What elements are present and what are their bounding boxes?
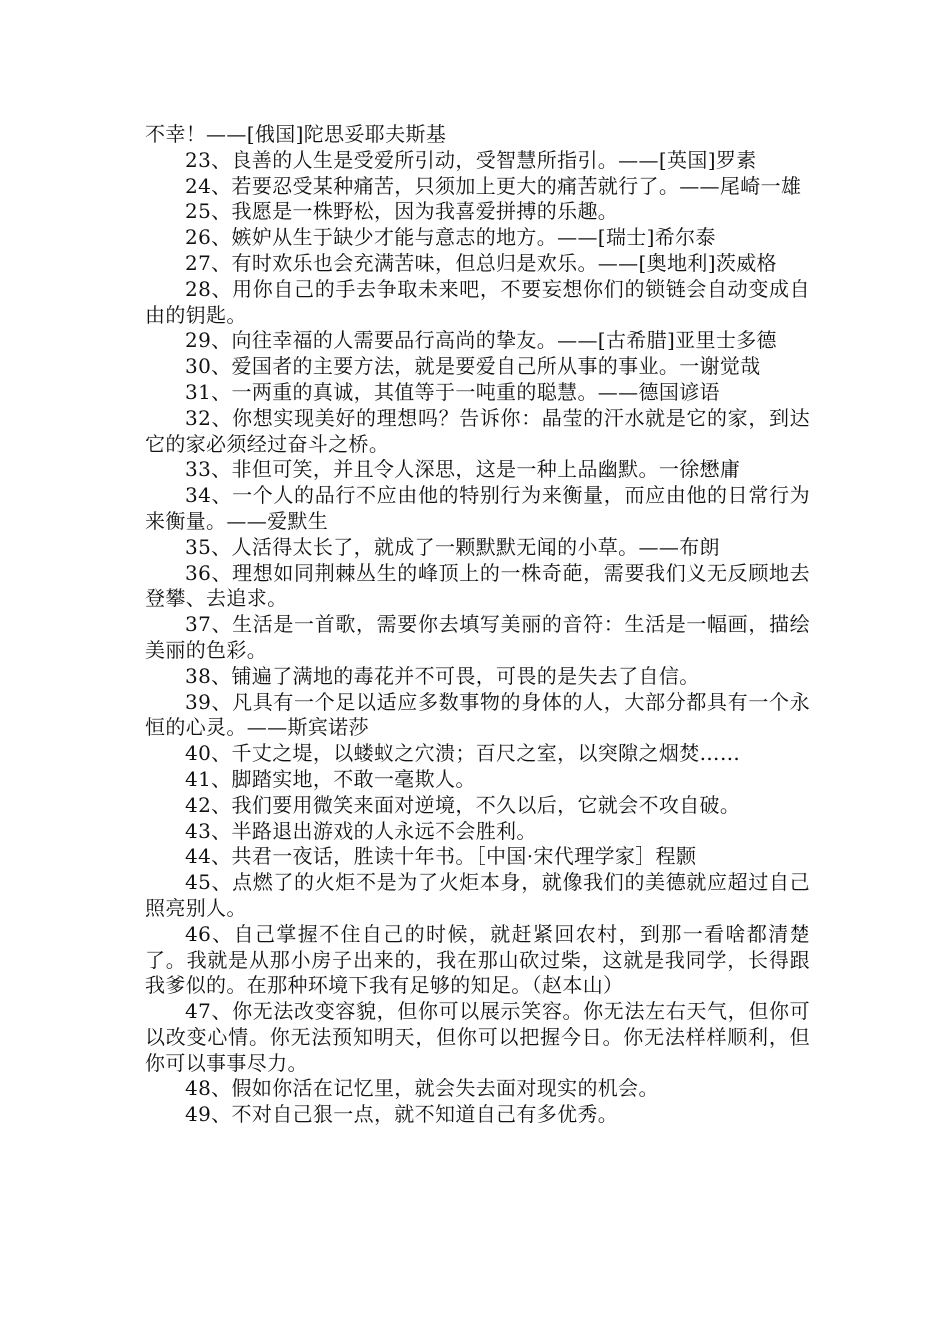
- quote-paragraph: 43、半路退出游戏的人永远不会胜利。: [185, 818, 537, 843]
- quote-paragraph: 34、一个人的品行不应由他的特别行为来衡量，而应由他的日常行为来衡量。——爱默生: [145, 483, 810, 533]
- quote-paragraph: 44、共君一夜话，胜读十年书。［中国·宋代理学家］程颢: [185, 844, 697, 869]
- quote-paragraph: 29、向往幸福的人需要品行高尚的挚友。——[古希腊]亚里士多德: [185, 328, 777, 353]
- quote-paragraph: 45、点燃了的火炬不是为了火炬本身，就像我们的美德就应超过自己照亮别人。: [145, 870, 810, 920]
- quote-paragraph: 42、我们要用微笑来面对逆境，不久以后，它就会不攻自破。: [185, 792, 741, 817]
- quote-paragraph: 46、自己掌握不住自己的时候，就赶紧回农村，到那一看啥都清楚了。我就是从那小房子出来的，我在那山砍过柴，这就是我同学，长得跟我爹似的。在那种环境下我有足够的知足。（赵本山）: [145, 921, 810, 998]
- document-page: [145, 122, 810, 1128]
- quote-paragraph: 41、脚踏实地，不敢一毫欺人。: [185, 766, 476, 791]
- quote-paragraph: 24、若要忍受某种痛苦，只须加上更大的痛苦就行了。——尾崎一雄: [185, 173, 802, 198]
- quote-paragraph: 48、假如你活在记忆里，就会失去面对现实的机会。: [185, 1076, 659, 1101]
- quote-paragraph: 31、一两重的真诚，其值等于一吨重的聪慧。——德国谚语: [185, 379, 720, 404]
- quote-paragraph: 30、爱国者的主要方法，就是要爱自己所从事的事业。一谢觉哉: [185, 354, 761, 379]
- quote-paragraph: 35、人活得太长了，就成了一颗默默无闻的小草。——布朗: [185, 534, 720, 559]
- quote-paragraph: 32、你想实现美好的理想吗？告诉你：晶莹的汗水就是它的家，到达它的家必须经过奋斗之桥。: [145, 405, 810, 456]
- quote-paragraph: 47、你无法改变容貌，但你可以展示笑容。你无法左右天气，但你可以改变心情。你无法预知明天，但你可以把握今日。你无法样样顺利，但你可以事事尽力。: [145, 999, 810, 1075]
- quote-paragraph: 33、非但可笑，并且令人深思，这是一种上品幽默。一徐懋庸: [185, 457, 741, 482]
- quote-paragraph: 38、铺遍了满地的毒花并不可畏，可畏的是失去了自信。: [185, 663, 700, 688]
- quote-paragraph: 27、有时欢乐也会充满苦味，但总归是欢乐。——[奥地利]茨威格: [185, 250, 777, 275]
- quote-paragraph: 26、嫉妒从生于缺少才能与意志的地方。——[瑞士]希尔泰: [185, 225, 716, 250]
- quote-paragraph: 25、我愿是一株野松，因为我喜爱拼搏的乐趣。: [185, 199, 619, 224]
- quote-paragraph: 49、不对自己狠一点，就不知道自己有多优秀。: [185, 1102, 619, 1127]
- quote-paragraph: 23、良善的人生是受爱所引动，受智慧所指引。——[英国]罗素: [185, 147, 757, 172]
- quote-paragraph: 40、千丈之堤，以蝼蚁之穴溃；百尺之室，以突隙之烟焚……: [185, 741, 741, 766]
- quote-paragraph: 36、理想如同荆棘丛生的峰顶上的一株奇葩，需要我们义无反顾地去登攀、去追求。: [145, 560, 810, 611]
- quote-paragraph: 28、用你自己的手去争取未来吧，不要妄想你们的锁链会自动变成自由的钥匙。: [145, 276, 810, 327]
- quote-paragraph: 39、凡具有一个足以适应多数事物的身体的人，大部分都具有一个永恒的心灵。——斯宾诺莎: [145, 689, 810, 740]
- quote-paragraph: 37、生活是一首歌，需要你去填写美丽的音符：生活是一幅画，描绘美丽的色彩。: [145, 612, 810, 662]
- quote-paragraph: 不幸！——[俄国]陀思妥耶夫斯基: [145, 122, 447, 146]
